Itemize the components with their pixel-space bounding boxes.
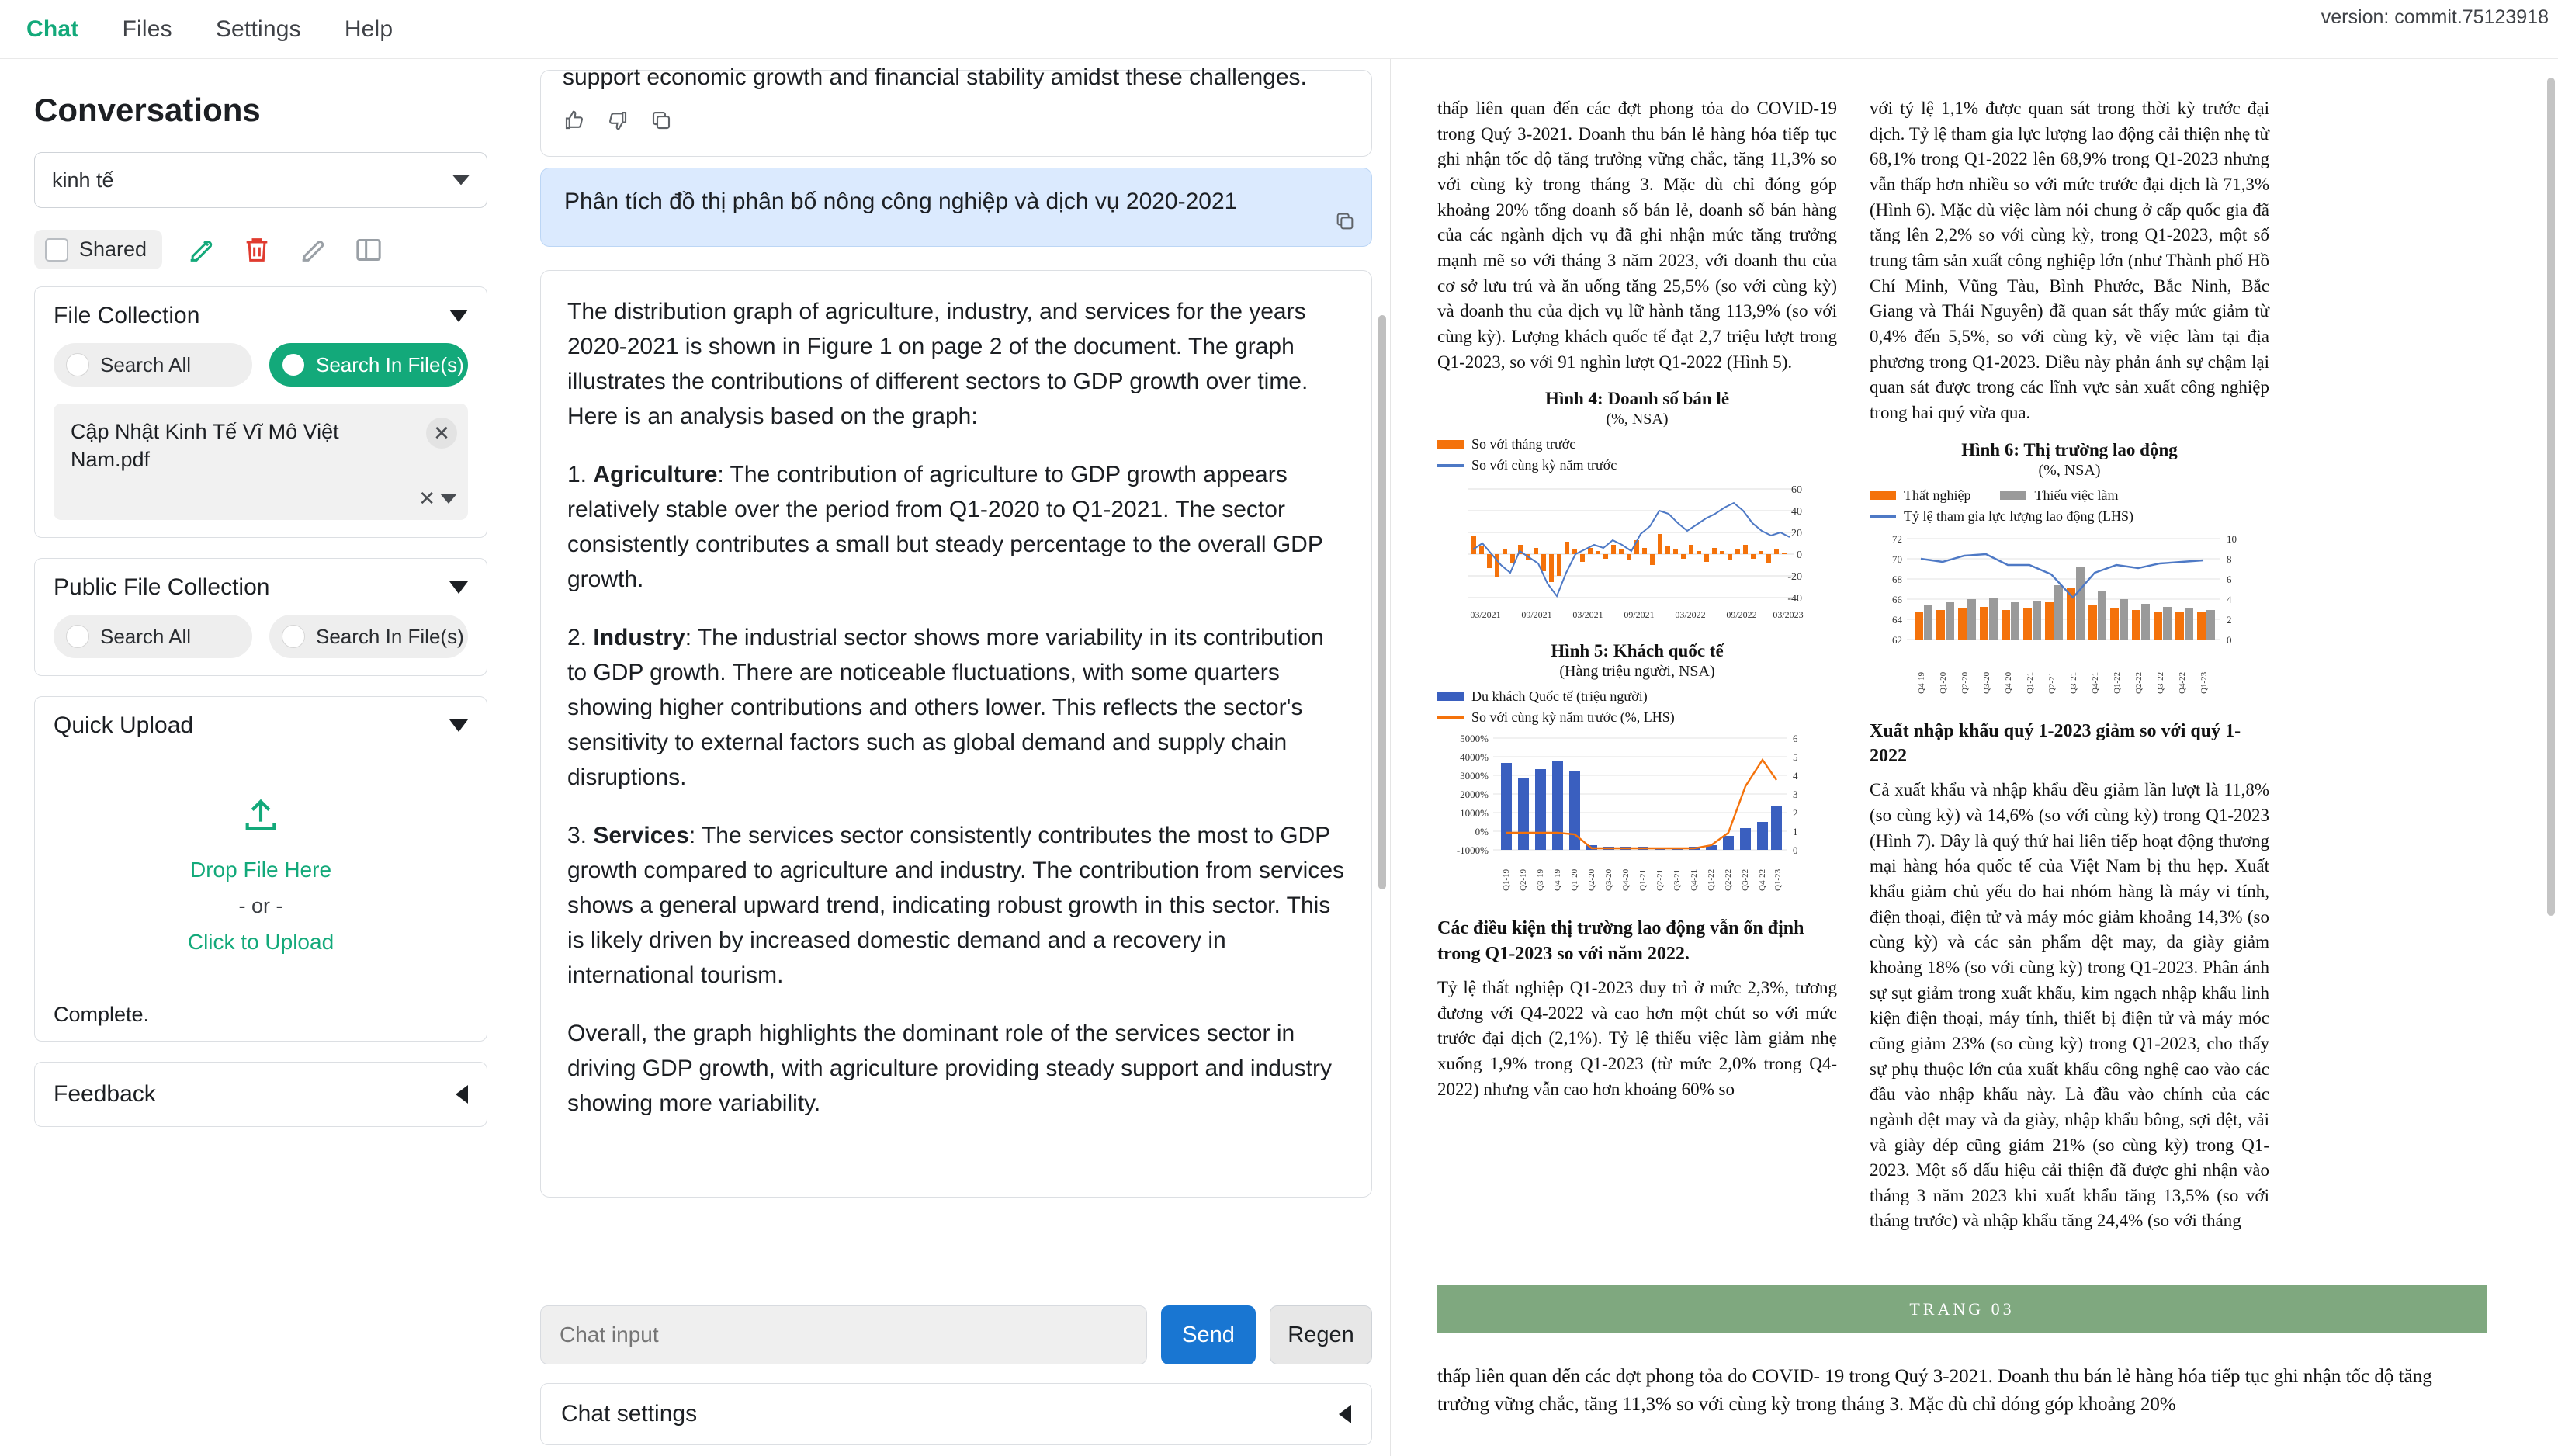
svg-text:-20: -20 xyxy=(1787,571,1802,584)
legend-item xyxy=(1437,436,1837,452)
version-label: version: commit.75123918 xyxy=(2321,6,2549,28)
svg-text:3000%: 3000% xyxy=(1460,770,1489,782)
figure-6-chart xyxy=(1870,531,2269,702)
chevron-down-icon[interactable] xyxy=(449,719,468,732)
svg-text:3: 3 xyxy=(1793,789,1798,801)
legend-label: So với tháng trước xyxy=(1471,436,1576,452)
drop-file-label: Drop File Here xyxy=(189,858,332,882)
legend-item xyxy=(1870,508,2269,525)
svg-text:4000%: 4000% xyxy=(1460,751,1489,764)
svg-text:6: 6 xyxy=(1793,733,1798,745)
regen-button[interactable]: Regen xyxy=(1270,1305,1372,1364)
svg-text:64: 64 xyxy=(1892,613,1902,626)
search-in-files-option[interactable] xyxy=(269,343,468,387)
public-search-in-files-option[interactable] xyxy=(269,615,468,658)
pencil-icon[interactable] xyxy=(296,233,330,267)
public-file-collection-header[interactable] xyxy=(35,559,487,612)
legend-swatch xyxy=(1437,440,1464,449)
svg-text:8: 8 xyxy=(2227,553,2232,565)
svg-text:Q3-19: Q3-19 xyxy=(1536,869,1545,892)
shared-label: Shared xyxy=(79,237,147,261)
assistant-paragraph-5: Overall, the graph highlights the dominant role of the services sector in driving GDP growth, with agriculture providing steady support and industry showing more variability. xyxy=(567,1021,1332,1116)
close-icon: ✕ xyxy=(418,487,435,510)
svg-text:5000%: 5000% xyxy=(1460,733,1489,745)
figure-5-subtitle: (Hàng triệu người, NSA) xyxy=(1559,663,1715,681)
legend-item xyxy=(1870,487,2269,504)
thumbs-up-icon[interactable] xyxy=(563,107,586,142)
chevron-left-icon[interactable] xyxy=(456,1085,468,1104)
svg-text:Q2-19: Q2-19 xyxy=(1519,869,1528,892)
search-all-option[interactable] xyxy=(54,343,252,387)
svg-text:Q2-21: Q2-21 xyxy=(1655,869,1665,892)
figure-4-subtitle: (%, NSA) xyxy=(1606,411,1669,428)
svg-text:Q1-22: Q1-22 xyxy=(2113,671,2122,694)
svg-text:66: 66 xyxy=(1892,593,1902,605)
sidebar xyxy=(0,59,522,1456)
svg-text:03/2021: 03/2021 xyxy=(1572,609,1603,621)
page-number-band: TRANG 03 xyxy=(1437,1285,2487,1333)
assistant-message-clipped xyxy=(540,64,1372,157)
svg-text:03/2021: 03/2021 xyxy=(1470,609,1501,621)
radio-icon xyxy=(66,625,89,648)
svg-text:4: 4 xyxy=(1793,770,1798,782)
remove-file-icon[interactable]: ✕ xyxy=(426,418,457,449)
chevron-down-icon[interactable] xyxy=(449,310,468,322)
svg-text:Q4-19: Q4-19 xyxy=(1553,869,1562,892)
svg-text:60: 60 xyxy=(1791,484,1802,497)
selected-file-card xyxy=(54,404,468,520)
trash-icon[interactable] xyxy=(240,233,274,267)
radio-icon xyxy=(282,625,305,648)
conversation-select-value: kinh tế xyxy=(52,168,114,192)
svg-text:62: 62 xyxy=(1892,633,1902,646)
legend-swatch xyxy=(1437,716,1464,719)
legend-item xyxy=(1437,688,1837,705)
checkbox-icon[interactable] xyxy=(45,238,68,262)
svg-text:40: 40 xyxy=(1791,506,1802,518)
file-collection-search-modes xyxy=(35,340,487,404)
clear-files-dropdown[interactable] xyxy=(418,487,457,511)
figure-5-chart xyxy=(1437,732,1837,899)
svg-text:1: 1 xyxy=(1793,826,1798,838)
svg-text:Q1-23: Q1-23 xyxy=(2199,671,2209,694)
chat-composer xyxy=(540,1305,1372,1364)
page-title: Conversations xyxy=(34,92,261,128)
svg-text:Q1-21: Q1-21 xyxy=(1638,869,1648,892)
svg-text:5: 5 xyxy=(1793,751,1798,764)
copy-icon[interactable] xyxy=(1334,210,1356,238)
conversation-toolbar xyxy=(34,230,487,269)
thumbs-down-icon[interactable] xyxy=(606,107,629,142)
left-section-heading: Các điều kiện thị trường lao động vẫn ổn định trong Q1-2023 so với năm 2022. xyxy=(1437,918,1804,964)
svg-text:0: 0 xyxy=(2227,633,2232,646)
figure-4-chart xyxy=(1437,480,1837,627)
file-collection-title: File Collection xyxy=(54,303,200,328)
copy-icon[interactable] xyxy=(650,107,673,142)
edit-icon[interactable] xyxy=(184,233,218,267)
svg-text:09/2021: 09/2021 xyxy=(1521,609,1552,621)
figure-6-subtitle: (%, NSA) xyxy=(2038,461,2101,479)
public-search-in-files-label: Search In File(s) xyxy=(316,624,464,648)
svg-text:Q3-20: Q3-20 xyxy=(1604,869,1613,892)
chat-settings-panel[interactable] xyxy=(540,1383,1372,1445)
chevron-down-icon xyxy=(452,175,470,185)
figure-5-title: Hình 5: Khách quốc tế xyxy=(1551,641,1724,661)
next-page-paragraph: thấp liên quan đến các đợt phong tỏa do COVID- 19 trong Quý 3-2021. Doanh thu bán lẻ hàng hóa tiếp tục ghi nhận tốc độ tăng trưởng vững chắc, tăng 11,3% so với cùng kỳ trong tháng 3. Mặc dù chỉ đóng góp khoảng 20% xyxy=(1437,1366,2432,1416)
legend-swatch xyxy=(1437,464,1464,467)
click-to-upload-link[interactable]: Click to Upload xyxy=(187,930,334,955)
chat-input[interactable] xyxy=(540,1305,1147,1364)
nav-tab-help[interactable]: Help xyxy=(344,16,393,42)
svg-text:Q3-22: Q3-22 xyxy=(2156,671,2165,694)
file-name: Cập Nhật Kinh Tế Vĩ Mô Việt Nam.pdf xyxy=(71,420,339,472)
nav-tab-settings[interactable]: Settings xyxy=(215,16,301,42)
assistant-paragraph-3: 2. Industry: The industrial sector shows more variability in its contribution to GDP growth. There are noticeable fluctuations, with some quarters showing higher contributions and others lower. This reflects the sector's sensitivity to external factors such as global demand and supply chain disruptions. xyxy=(567,625,1324,790)
public-search-modes xyxy=(35,612,487,675)
chevron-down-icon xyxy=(440,494,457,504)
bold-agriculture: Agriculture xyxy=(593,462,718,487)
left-section-text: Tỷ lệ thất nghiệp Q1-2023 duy trì ở mức 2,3%, tương đương với Q4-2022 và cao hơn một chút so với mức trước đại dịch (2,1%). Tỷ lệ thiếu việc làm giảm nhẹ xuống 1,9% trong Q1-2023 (từ mức 2,0% trong Q4-2022) nhưng vẫn cao hơn khoảng 60% so xyxy=(1437,978,1837,1099)
svg-text:Q2-21: Q2-21 xyxy=(2047,671,2057,694)
chat-scrollbar[interactable] xyxy=(1378,315,1386,889)
public-search-all-option[interactable] xyxy=(54,615,252,658)
file-collection-header[interactable] xyxy=(35,287,487,340)
legend-label: So với cùng kỳ năm trước xyxy=(1471,457,1617,473)
chat-panel xyxy=(522,59,1391,1456)
chat-settings-title: Chat settings xyxy=(561,1401,698,1427)
svg-text:Q3-20: Q3-20 xyxy=(1982,671,1991,694)
svg-text:03/2022: 03/2022 xyxy=(1675,609,1706,621)
figure-6-legend xyxy=(1870,487,2269,525)
legend-label: So với cùng kỳ năm trước (%, LHS) xyxy=(1471,709,1675,726)
svg-text:1000%: 1000% xyxy=(1460,807,1489,820)
conversation-select[interactable] xyxy=(34,152,487,208)
legend-swatch xyxy=(1870,491,1896,500)
bold-services: Services xyxy=(593,823,689,848)
legend-label: Thất nghiệp xyxy=(1904,487,1971,503)
svg-text:0%: 0% xyxy=(1475,826,1489,838)
svg-text:72: 72 xyxy=(1892,532,1902,545)
left-intro-paragraph: thấp liên quan đến các đợt phong tỏa do COVID-19 trong Quý 3-2021. Doanh thu bán lẻ hàng hóa tiếp tục ghi nhận tốc độ tăng trưởng vững chắc, tăng 11,3% so với cùng kỳ trong tháng 3. Mặc dù chỉ đóng góp khoảng 20% tổng doanh số bán lẻ, doanh số bán hàng của các ngành dịch vụ đã ghi nhận mức tăng trưởng mạnh mẽ so với tháng 3 năm 2023, với doanh thu của cơ sở lưu trú và ăn uống tăng 25,5% (so với cùng kỳ) và doanh thu của dịch vụ lữ hành tăng 113,9% (so với cùng kỳ). Lượng khách quốc tế đạt 2,7 triệu lượt trong Q1-2023, so với 91 nghìn lượt Q1-2022 (Hình 5). xyxy=(1437,99,1837,372)
legend-swatch xyxy=(1870,515,1896,518)
document-next-page-text xyxy=(1437,1363,2487,1420)
legend-swatch xyxy=(1437,692,1464,701)
svg-text:Q1-20: Q1-20 xyxy=(1939,671,1948,694)
svg-text:-1000%: -1000% xyxy=(1456,844,1489,857)
shared-toggle[interactable] xyxy=(34,230,162,269)
right-intro-paragraph: với tỷ lệ 1,1% được quan sát trong thời kỳ trước đại dịch. Tỷ lệ tham gia lực lượng lao động cải thiện nhẹ từ 68,1% trong Q1-2022 lên 68,9% trong Q1-2023 nhưng vẫn thấp hơn nhiều so với mức trước đại dịch là 71,3% (Hình 6). Mặc dù việc làm nói chung ở cấp quốc gia đã tăng lên 2,2% so với cùng kỳ, trong Q1-2023, một số trung tâm sản xuất công nghiệp lớn (như Thành phố Hồ Chí Minh, Vũng Tàu, Bình Phước, Bắc Ninh, Bắc Giang và Thái Nguyên) đã quan sát thấy mức giảm từ 0,4% đến 5,5%, so với cùng kỳ, về việc làm tại địa phương trong Q1-2023. Điều này phản ánh sự chậm lại quan sát được trong các lĩnh vực sản xuất công nghiệp trong hai quý vừa qua. xyxy=(1870,99,2269,422)
document-columns xyxy=(1437,96,2487,1248)
svg-text:70: 70 xyxy=(1892,553,1902,565)
svg-text:2: 2 xyxy=(2227,613,2232,626)
svg-text:Q3-21: Q3-21 xyxy=(1672,869,1682,892)
file-dropzone[interactable] xyxy=(35,750,487,1003)
svg-text:Q2-22: Q2-22 xyxy=(1724,869,1733,892)
document-scrollbar[interactable] xyxy=(2547,78,2555,916)
document-page xyxy=(1391,68,2533,1333)
upload-status: Complete. xyxy=(54,1003,150,1027)
public-search-all-label: Search All xyxy=(100,624,192,648)
legend-item xyxy=(1437,457,1837,473)
file-collection-panel xyxy=(34,286,487,538)
chevron-down-icon[interactable] xyxy=(449,581,468,594)
svg-text:Q4-20: Q4-20 xyxy=(1621,869,1631,892)
quick-upload-panel xyxy=(34,696,487,1042)
svg-text:Q1-20: Q1-20 xyxy=(1570,869,1579,892)
chevron-left-icon[interactable] xyxy=(1339,1405,1351,1423)
legend-item xyxy=(1437,709,1837,726)
svg-text:Q2-22: Q2-22 xyxy=(2134,671,2144,694)
assistant-message-clipped-text: support economic growth and financial stability amidst these challenges. xyxy=(563,64,1307,90)
quick-upload-title: Quick Upload xyxy=(54,712,194,738)
svg-text:0: 0 xyxy=(1797,549,1802,562)
message-actions xyxy=(563,107,1350,142)
bold-industry: Industry xyxy=(593,625,685,650)
svg-text:20: 20 xyxy=(1791,528,1802,540)
feedback-title: Feedback xyxy=(54,1081,156,1108)
svg-text:68: 68 xyxy=(1892,573,1902,585)
figure-4-legend xyxy=(1437,436,1837,473)
svg-text:2: 2 xyxy=(1793,807,1798,820)
assistant-paragraph-4: 3. Services: The services sector consistently contributes the most to GDP growth compared to agriculture and industry. The contribution from services shows a general upward trend, indicating robust growth in this sector. This is likely driven by increased domestic demand and a recovery in international tourism. xyxy=(567,823,1345,988)
svg-text:Q1-22: Q1-22 xyxy=(1707,869,1716,892)
user-message-text: Phân tích đồ thị phân bố nông công nghiệp và dịch vụ 2020-2021 xyxy=(564,189,1238,214)
svg-text:10: 10 xyxy=(2227,532,2237,545)
chat-message-list xyxy=(522,59,1391,1262)
svg-text:Q4-19: Q4-19 xyxy=(1917,671,1926,694)
document-right-column xyxy=(1870,96,2269,1248)
or-label: - or - xyxy=(238,893,283,917)
user-message xyxy=(540,168,1372,247)
send-button[interactable]: Send xyxy=(1161,1305,1256,1364)
svg-text:Q2-20: Q2-20 xyxy=(1960,671,1970,694)
legend-label: Tỷ lệ tham gia lực lượng lao động (LHS) xyxy=(1904,508,2133,524)
svg-text:Q3-21: Q3-21 xyxy=(2069,671,2078,694)
svg-text:09/2022: 09/2022 xyxy=(1726,609,1757,621)
radio-icon xyxy=(66,353,89,376)
search-in-files-label: Search In File(s) xyxy=(316,352,464,376)
document-viewer xyxy=(1391,59,2558,1456)
legend-label: Thiếu việc làm xyxy=(2034,487,2119,503)
svg-text:Q4-20: Q4-20 xyxy=(2004,671,2013,694)
legend-swatch xyxy=(2000,491,2026,500)
upload-icon xyxy=(35,795,487,839)
right-section-text: Cả xuất khẩu và nhập khẩu đều giảm lần lượt là 11,8% (so cùng kỳ) và 14,6% (so với cùng kỳ) trong Q1-2023 (Hình 7). Đây là quý thứ hai liên tiếp hoạt động thương mại hàng hóa quốc tế của Việt Nam bị thu hẹp. Xuất khẩu giảm chủ yếu do hai nhóm hàng là máy vi tính, điện thoại, điện tử và máy móc giảm khoảng 14,3% (so cùng kỳ) và các sản phẩm dệt may, da giày giảm khoảng 18% (so với cùng kỳ) trong Q1-2023. Phân ánh sự sụt giảm trong xuất khẩu, kim ngạch nhập khẩu linh kiện điện thoại, máy tính, thiết bị điện tử và máy móc cũng giảm 23% (so cùng kỳ) trong Q1-2023, cho thấy sự phụ thuộc lớn của xuất khẩu công nghệ cao vào các đầu vào nhập khẩu này. Là đầu vào chính của các ngành dệt may và da giày, nhập khẩu bông, sợi dệt, vải và giày dép cũng giảm 21% (so cùng kỳ) trong Q1-2023. Một số dấu hiệu cải thiện đã được ghi nhận vào tháng 3 năm 2023 khi xuất khẩu tăng 13,5% (so với tháng trước) và nhập khẩu tăng 24,4% (so với tháng xyxy=(1870,780,2269,1231)
svg-text:Q4-22: Q4-22 xyxy=(2178,671,2187,694)
svg-text:Q4-21: Q4-21 xyxy=(2091,671,2100,694)
svg-text:Q1-19: Q1-19 xyxy=(1502,869,1511,892)
assistant-paragraph-1: The distribution graph of agriculture, industry, and services for the years 2020-2021 is shown in Figure 1 on page 2 of the document. The graph illustrates the contributions of different sectors to GDP growth over time. Here is an analysis based on the graph: xyxy=(567,299,1308,429)
svg-text:Q4-21: Q4-21 xyxy=(1690,869,1699,892)
feedback-panel[interactable] xyxy=(34,1062,487,1127)
nav-tab-files[interactable]: Files xyxy=(122,16,172,42)
assistant-paragraph-2: 1. Agriculture: The contribution of agriculture to GDP growth appears relatively stable over the period from Q1-2020 to Q1-2021. The sector consistently contributes a small but steady percentage to the overall GDP growth. xyxy=(567,462,1323,592)
svg-text:0: 0 xyxy=(1793,844,1798,857)
svg-text:Q4-22: Q4-22 xyxy=(1758,869,1767,892)
svg-text:Q3-22: Q3-22 xyxy=(1741,869,1750,892)
figure-5-legend xyxy=(1437,688,1837,726)
top-navigation xyxy=(0,0,2558,59)
svg-text:Q1-21: Q1-21 xyxy=(2026,671,2035,694)
svg-text:-40: -40 xyxy=(1787,593,1802,605)
svg-text:03/2023: 03/2023 xyxy=(1773,609,1804,621)
svg-text:2000%: 2000% xyxy=(1460,789,1489,801)
svg-text:Q1-23: Q1-23 xyxy=(1773,869,1783,892)
svg-text:6: 6 xyxy=(2227,573,2232,585)
document-left-column xyxy=(1437,96,1837,1248)
radio-icon-selected xyxy=(282,353,305,376)
assistant-message xyxy=(540,270,1372,1198)
figure-4-title: Hình 4: Doanh số bán lẻ xyxy=(1544,389,1730,409)
legend-label: Du khách Quốc tế (triệu người) xyxy=(1471,688,1648,705)
svg-text:09/2021: 09/2021 xyxy=(1624,609,1655,621)
svg-text:Q2-20: Q2-20 xyxy=(1587,869,1596,892)
columns-icon[interactable] xyxy=(352,233,386,267)
svg-text:4: 4 xyxy=(2227,593,2232,605)
nav-tab-chat[interactable]: Chat xyxy=(26,16,79,42)
quick-upload-header[interactable] xyxy=(35,697,487,750)
figure-6-title: Hình 6: Thị trường lao động xyxy=(1961,439,2178,459)
public-file-collection-panel xyxy=(34,558,487,676)
public-file-collection-title: Public File Collection xyxy=(54,574,270,600)
right-section-heading: Xuất nhập khẩu quý 1-2023 giảm so với quý 1-2022 xyxy=(1870,720,2241,766)
search-all-label: Search All xyxy=(100,352,192,376)
